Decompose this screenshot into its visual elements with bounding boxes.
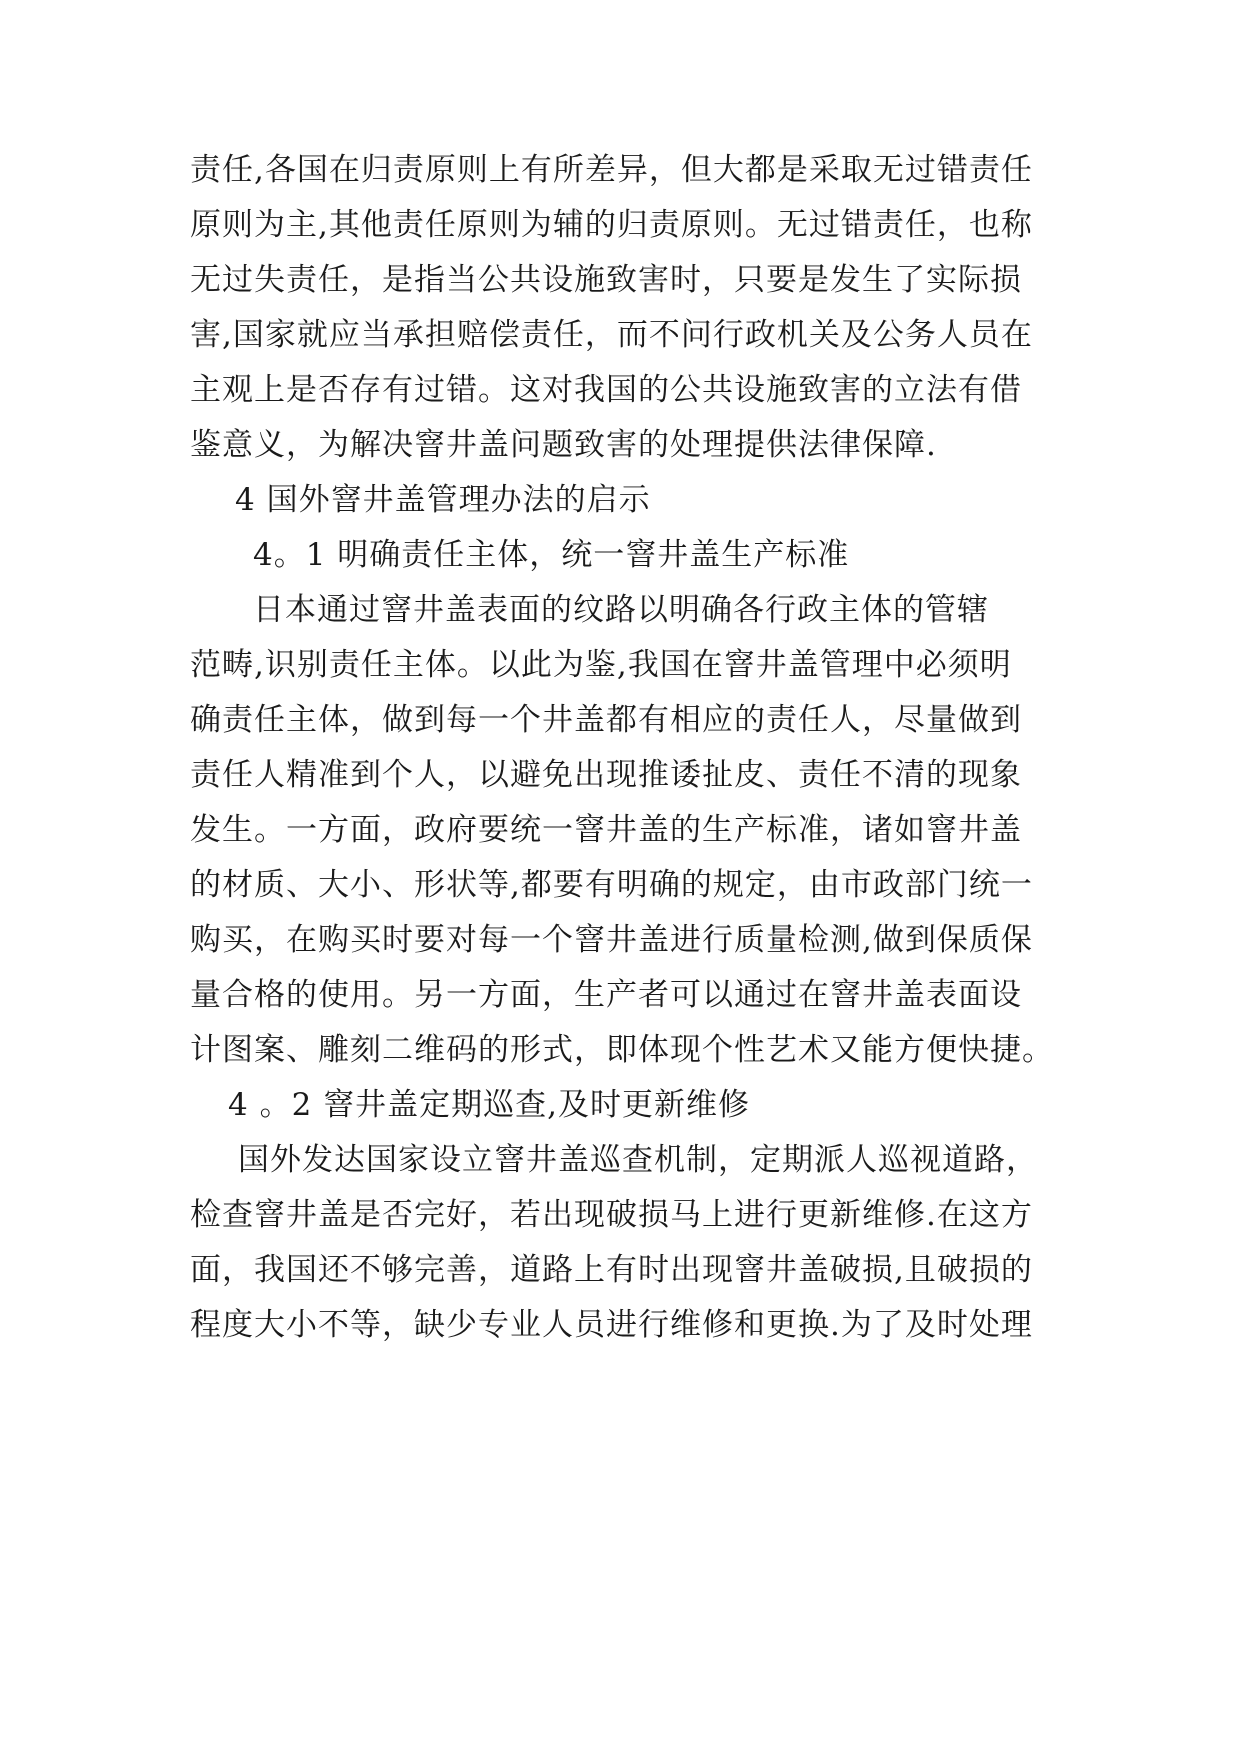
body-line: 原则为主,其他责任原则为辅的归责原则。无过错责任，也称 xyxy=(190,207,1033,243)
body-line: 的材质、大小、形状等,都要有明确的规定，由市政部门统一 xyxy=(190,867,1033,903)
subsection-heading: 4 。2 窨井盖定期巡查,及时更新维修 xyxy=(228,1087,751,1123)
body-line: 量合格的使用。另一方面，生产者可以通过在窨井盖表面设 xyxy=(190,977,1022,1013)
body-line: 责任人精准到个人，以避免出现推诿扯皮、责任不清的现象 xyxy=(190,757,1022,793)
body-line: 无过失责任，是指当公共设施致害时，只要是发生了实际损 xyxy=(190,262,1022,298)
body-line: 购买，在购买时要对每一个窨井盖进行质量检测,做到保质保 xyxy=(190,922,1033,958)
body-line: 发生。一方面，政府要统一窨井盖的生产标准，诸如窨井盖 xyxy=(190,812,1022,848)
body-line: 范畴,识别责任主体。以此为鉴,我国在窨井盖管理中必须明 xyxy=(190,647,1012,683)
body-line: 面，我国还不够完善，道路上有时出现窨井盖破损,且破损的 xyxy=(190,1252,1033,1288)
body-line: 程度大小不等，缺少专业人员进行维修和更换.为了及时处理 xyxy=(190,1307,1033,1343)
body-line: 检查窨井盖是否完好，若出现破损马上进行更新维修.在这方 xyxy=(190,1197,1033,1233)
subsection-heading: 4。1 明确责任主体，统一窨井盖生产标准 xyxy=(253,537,850,573)
body-line: 确责任主体，做到每一个井盖都有相应的责任人，尽量做到 xyxy=(190,702,1022,738)
body-line: 害,国家就应当承担赔偿责任，而不问行政机关及公务人员在 xyxy=(190,317,1033,353)
body-line: 鉴意义，为解决窨井盖问题致害的处理提供法律保障. xyxy=(190,427,937,463)
body-line: 计图案、雕刻二维码的形式，即体现个性艺术又能方便快捷。 xyxy=(190,1032,1054,1068)
body-line: 责任,各国在归责原则上有所差异，但大都是采取无过错责任 xyxy=(190,152,1033,188)
section-heading: 4 国外窨井盖管理办法的启示 xyxy=(235,482,651,518)
body-line: 主观上是否存有过错。这对我国的公共设施致害的立法有借 xyxy=(190,372,1022,408)
paragraph-first-line: 日本通过窨井盖表面的纹路以明确各行政主体的管辖 xyxy=(253,592,989,628)
paragraph-first-line: 国外发达国家设立窨井盖巡查机制，定期派人巡视道路， xyxy=(238,1142,1038,1178)
